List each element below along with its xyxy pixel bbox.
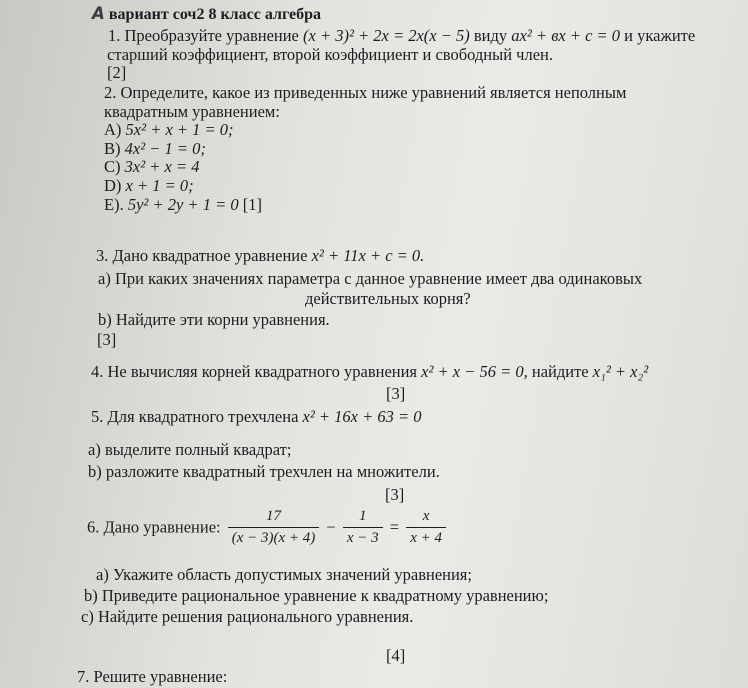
- q2-line2: квадратным уравнением:: [104, 102, 280, 121]
- q3-text: 3. Дано квадратное уравнение: [96, 246, 308, 265]
- q2-option-e: [104, 196, 262, 214]
- q4-text: 4. Не вычисляя корней квадратного уравнения: [91, 362, 418, 381]
- fraction-denominator: x + 4: [410, 530, 442, 546]
- q4-line: [91, 363, 648, 381]
- q4-score: [3]: [386, 384, 406, 403]
- equals-sign: =: [389, 517, 400, 537]
- handwritten-marker: A: [92, 4, 105, 23]
- q6-a: a) Укажите область допустимых значений уравнения;: [96, 565, 472, 584]
- q1-to-form: виду: [473, 26, 508, 45]
- q6-fraction-1: [228, 508, 320, 547]
- option-expr: 3x² + x = 4: [124, 157, 200, 176]
- fraction-denominator: (x − 3)(x + 4): [231, 530, 316, 546]
- q4-equation: x² + x − 56 = 0,: [421, 362, 528, 381]
- q4-find: найдите: [531, 362, 589, 381]
- q3-b: b) Найдите эти корни уравнения.: [98, 310, 330, 329]
- q3-equation: x² + 11x + c = 0.: [311, 246, 425, 265]
- minus-sign: −: [326, 517, 336, 537]
- q4-target: x₁² + x₂²: [592, 362, 649, 381]
- option-expr: 5x² + x + 1 = 0;: [125, 120, 234, 139]
- q2-option-c: [104, 158, 200, 176]
- q6-b: b) Приведите рациональное уравнение к квадратному уравнению;: [84, 586, 549, 605]
- option-label: D): [104, 176, 122, 195]
- option-label: C): [104, 157, 121, 176]
- q2-score: [1]: [242, 195, 262, 214]
- q6-c: c) Найдите решения рационального уравнения.: [81, 607, 414, 626]
- fraction-numerator: 1: [343, 508, 383, 528]
- option-expr: 5y² + 2y + 1 = 0: [127, 195, 239, 214]
- option-label: E).: [104, 195, 124, 214]
- q6-score: [4]: [386, 646, 406, 665]
- q2-option-d: [104, 177, 194, 195]
- q2-line1: 2. Определите, какое из приведенных ниже уравнений является неполным: [104, 83, 627, 102]
- q5-b: b) разложите квадратный трехчлен на множители.: [88, 462, 440, 481]
- header-line: [92, 5, 321, 24]
- fraction-numerator: x: [406, 508, 446, 528]
- q5-score: [3]: [385, 485, 405, 504]
- option-label: A): [104, 120, 122, 139]
- q3-a-line2: действительных корня?: [305, 289, 471, 308]
- fraction-denominator: x − 3: [346, 530, 379, 546]
- option-label: B): [104, 139, 121, 158]
- page-title: вариант соч2 8 класс алгебра: [108, 6, 322, 23]
- q6-line: [87, 508, 449, 547]
- q5-text: 5. Для квадратного трехчлена: [91, 407, 299, 426]
- q3-a-line1: a) При каких значениях параметра с данное уравнение имеет два одинаковых: [98, 269, 643, 288]
- q6-fraction-3: [406, 508, 446, 547]
- q5-line: [91, 408, 422, 426]
- q1-text: 1. Преобразуйте уравнение: [108, 26, 299, 45]
- q5-equation: x² + 16x + 63 = 0: [302, 407, 422, 426]
- option-expr: 4x² − 1 = 0;: [124, 139, 206, 158]
- fraction-numerator: 17: [228, 508, 320, 528]
- q1-tail: и укажите: [624, 26, 696, 45]
- q1-score: [2]: [107, 63, 127, 82]
- q1-equation: (x + 3)² + 2x = 2x(x − 5): [303, 26, 470, 45]
- q2-option-a: [104, 121, 234, 139]
- option-expr: x + 1 = 0;: [125, 176, 194, 195]
- q2-option-b: [104, 140, 206, 158]
- q3-score: [3]: [97, 330, 117, 349]
- q1-form: ax² + вx + c = 0: [511, 26, 621, 45]
- q1-line2: старший коэффициент, второй коэффициент и свободный член.: [107, 45, 553, 64]
- q7-line: 7. Решите уравнение:: [77, 667, 228, 686]
- q6-text: 6. Дано уравнение:: [87, 517, 221, 537]
- q3-line1: [96, 247, 424, 265]
- q5-a: a) выделите полный квадрат;: [88, 440, 292, 459]
- q1-line1: [108, 27, 695, 45]
- q6-fraction-2: [343, 508, 383, 547]
